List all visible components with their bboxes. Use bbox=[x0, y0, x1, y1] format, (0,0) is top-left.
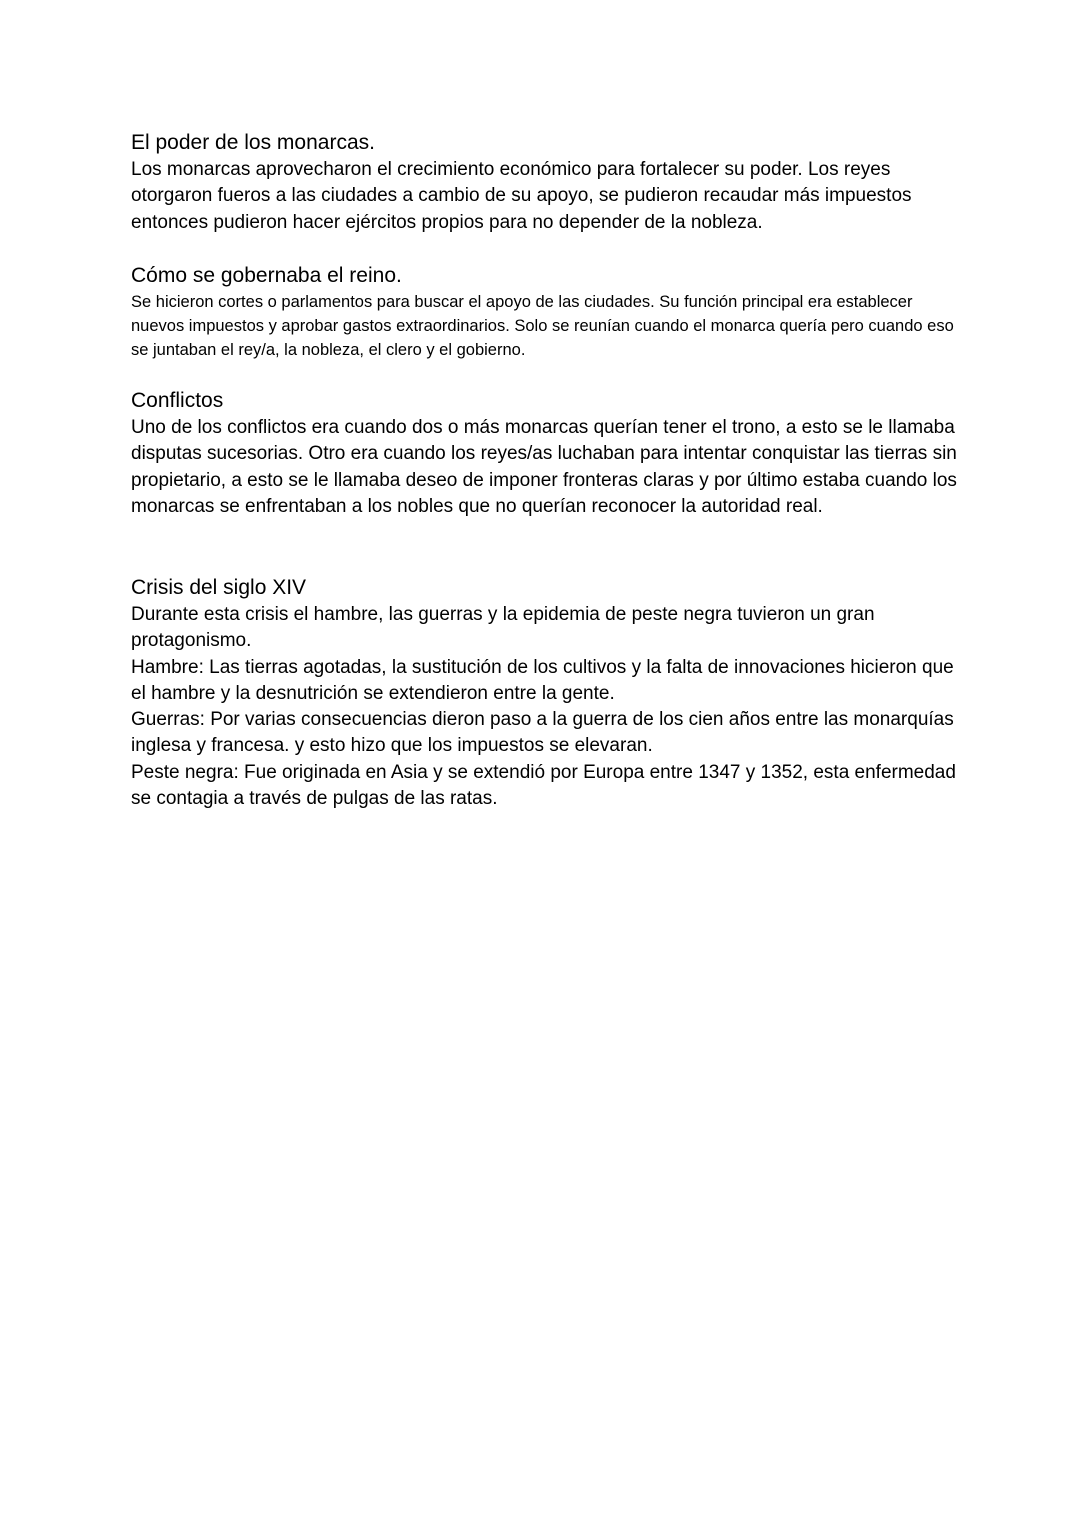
section-paragraph: Los monarcas aprovecharon el crecimiento económico para fortalecer su poder. Los reyes otorgaron fueros a las ciudades a cambio de su apoyo, se pudieron recaudar más impuestos entonces pudieron hacer ejércitos propios para no depender de la nobleza. bbox=[131, 159, 912, 233]
section-paragraph: Se hicieron cortes o parlamentos para buscar el apoyo de las ciudades. Su función principal era establecer nuevos impuestos y aprobar gastos extraordinarios. Solo se reunían cuando el monarca quería pero cuando eso se juntaban el rey/a, la nobleza, el clero y el gobierno. bbox=[131, 293, 954, 360]
section-heading: Cómo se gobernaba el reino. bbox=[131, 264, 402, 287]
section-paragraph-hambre: Hambre: Las tierras agotadas, la sustitución de los cultivos y la falta de innovaciones hicieron que el hambre y la desnutrición se extendieron entre la gente. bbox=[131, 656, 954, 704]
section-poder-monarcas bbox=[131, 129, 961, 236]
section-heading: Crisis del siglo XIV bbox=[131, 576, 307, 599]
section-paragraph: Durante esta crisis el hambre, las guerras y la epidemia de peste negra tuvieron un gran protagonismo. bbox=[131, 604, 875, 652]
section-heading: El poder de los monarcas. bbox=[131, 131, 375, 154]
section-conflictos bbox=[131, 387, 961, 520]
section-crisis-siglo-xiv bbox=[131, 574, 961, 812]
section-paragraph-peste-negra: Peste negra: Fue originada en Asia y se extendió por Europa entre 1347 y 1352, esta enfermedad se contagia a través de pulgas de las ratas. bbox=[131, 761, 956, 810]
section-paragraph-guerras: Guerras: Por varias consecuencias dieron paso a la guerra de los cien años entre las monarquías inglesa y francesa. y esto hizo que los impuestos se elevaran. bbox=[131, 709, 954, 757]
section-heading: Conflictos bbox=[131, 389, 224, 412]
section-paragraph: Uno de los conflictos era cuando dos o más monarcas querían tener el trono, a esto se le llamaba disputas sucesorias. Otro era cuando los reyes/as luchaban para intentar conquistar las tierras sin propietario, a esto se le llamaba deseo de imponer fronteras claras y por último estaba cuando los monarcas se enfrentaban a los nobles que no querían reconocer la autoridad real. bbox=[131, 417, 957, 517]
section-gobierno-reino bbox=[131, 262, 961, 363]
